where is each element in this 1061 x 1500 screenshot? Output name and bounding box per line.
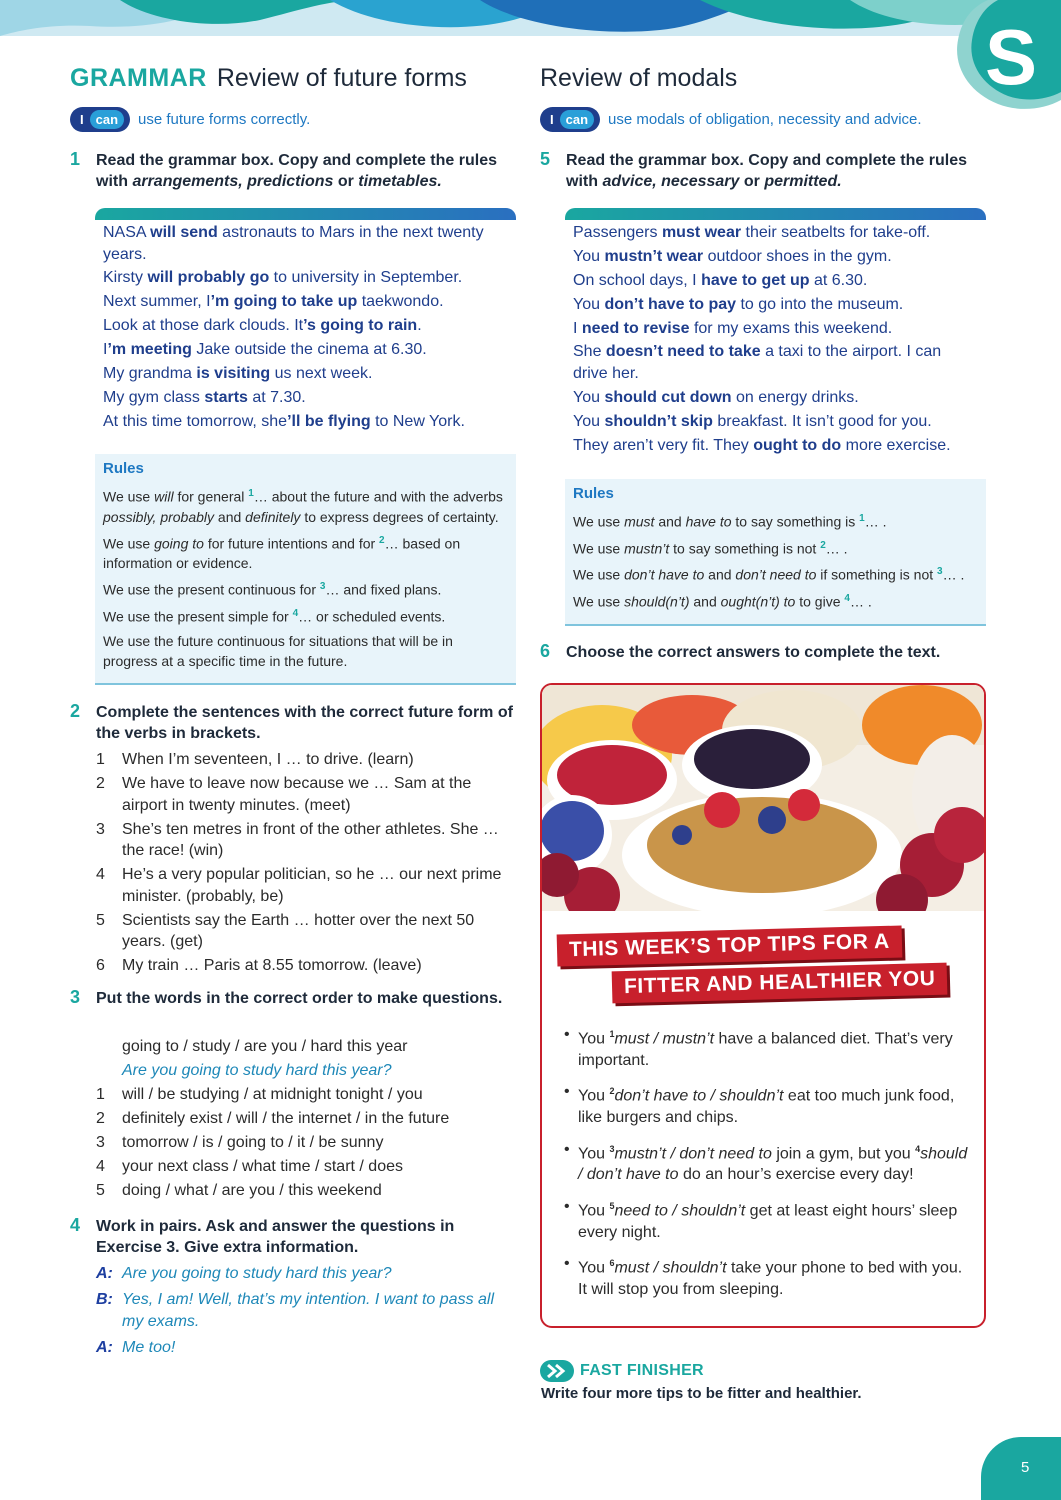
rule-text: mustn’t: [624, 540, 670, 557]
example-text: NASA: [103, 224, 151, 241]
example-text: breakfast. It isn’t good for you.: [712, 412, 932, 430]
grammar-example-line: [103, 291, 508, 313]
example-text: .: [417, 317, 422, 335]
item-text: He’s a very popular politician, so he … our next prime minister. (probably, be): [122, 866, 502, 905]
rule-text: don’t have to: [624, 566, 705, 583]
target-form: ’m meeting: [107, 341, 192, 359]
exercise-item: [96, 1132, 516, 1154]
grammar-example-line: [573, 411, 978, 433]
item-text: When I’m seventeen, I … to drive. (learn): [122, 751, 414, 768]
exercise-1-instruction: 1 Read the grammar box. Copy and complete the rules with arrangements, predictions or timetables.: [70, 149, 497, 190]
target-form: starts: [204, 388, 248, 406]
target-form: ought to do: [753, 436, 842, 454]
rule-text: should(n’t): [624, 593, 690, 610]
i-can-text: use future forms correctly.: [138, 111, 311, 128]
item-text: your next class / what time / start / does: [122, 1158, 403, 1175]
gap-number: 2: [820, 539, 826, 551]
grammar-example-line: [573, 294, 978, 316]
target-form: need to revise: [581, 319, 690, 337]
example-text: to go into the museum.: [736, 295, 904, 313]
svg-text:S: S: [984, 13, 1038, 101]
example-text: a taxi to the airport. I can drive her.: [573, 343, 942, 382]
rule-text: going to: [154, 535, 204, 552]
example-text: to university in September.: [269, 269, 463, 287]
gap-number: 6: [609, 1258, 615, 1269]
page-number: 5: [1021, 1459, 1030, 1476]
rule-line: [103, 577, 508, 600]
grammar-example-line: [103, 222, 508, 265]
rule-text: … about the future and with the adverbs: [253, 488, 503, 505]
tip-text: You: [578, 1259, 610, 1277]
tip-text: You: [578, 1144, 610, 1162]
rule-text: We use the future continuous for situations that will be in progress at a specific time in the future.: [103, 632, 453, 669]
exercise-item: [96, 955, 516, 977]
fast-finisher-heading: [540, 1360, 704, 1382]
gap-number: 3: [609, 1143, 615, 1154]
item-number: 1: [96, 751, 105, 768]
rules-heading: Rules: [573, 485, 614, 502]
speaker-label: B:: [96, 1291, 113, 1308]
example-text: more exercise.: [841, 436, 951, 454]
exercise-3-items: [96, 1036, 516, 1204]
example-text: us next week.: [270, 364, 373, 382]
rule-text: for general: [173, 488, 249, 505]
grammar-example-line: [103, 363, 508, 385]
dialogue-text: Yes, I am! Well, that’s my intention. I want to pass all my exams.: [122, 1291, 495, 1330]
gap-number: 5: [609, 1200, 615, 1211]
grammar-box-header-bar: [565, 208, 986, 220]
grammar-example-line: [103, 267, 508, 289]
exercise-item: [96, 749, 516, 771]
grammar-example-line: [573, 341, 978, 384]
tip-text: join a gym, but you: [771, 1144, 916, 1162]
exercise-item: [96, 1180, 516, 1202]
item-text: tomorrow / is / going to / it / be sunny: [122, 1134, 384, 1151]
tip-text: need to / shouldn’t: [614, 1202, 746, 1220]
grammar-example-line: [573, 270, 978, 292]
grammar-example-line: [573, 435, 978, 457]
target-form: will send: [150, 224, 218, 241]
fast-finisher-text: Write four more tips to be fitter and healthier.: [541, 1385, 862, 1402]
example-text: at 6.30.: [809, 271, 868, 289]
rule-text: … .: [849, 593, 872, 610]
gap-number: 3: [937, 566, 943, 578]
rule-text: … .: [825, 540, 848, 557]
section-tab-s: [948, 0, 1061, 112]
tip-item: [564, 1196, 969, 1243]
i-can-badge: I can: [540, 107, 600, 132]
rule-line: [103, 484, 508, 527]
tip-text: do an hour’s exercise every day!: [678, 1166, 914, 1184]
rule-text: … and fixed plans.: [325, 581, 442, 598]
item-number: 2: [96, 775, 105, 792]
rule-text: if something is not: [816, 566, 938, 583]
example-text: They aren’t very fit. They: [573, 436, 754, 454]
tip-text: get at least eight hours’ sleep every night.: [578, 1202, 958, 1241]
example-text: I: [573, 319, 582, 337]
rule-text: will: [154, 488, 174, 505]
model-dialogue: [96, 1263, 516, 1363]
future-forms-grammar-box: [95, 208, 516, 435]
exercise-item: [96, 864, 516, 907]
rule-text: We use: [573, 540, 625, 557]
item-text: Scientists say the Earth … hotter over the next 50 years. (get): [122, 911, 475, 950]
tip-text: have a balanced diet. That’s very important.: [578, 1030, 953, 1069]
rule-text: … or scheduled events.: [298, 608, 446, 625]
rule-line: [573, 509, 978, 532]
example-text: outdoor shoes in the gym.: [703, 247, 892, 265]
example-text: You: [573, 295, 605, 313]
target-form: must wear: [661, 224, 742, 241]
rule-text: … based on information or evidence.: [103, 535, 461, 572]
rule-text: definitely: [245, 508, 301, 525]
dialogue-text: Me too!: [122, 1339, 176, 1356]
exercise-3-example-answer: Are you going to study hard this year?: [122, 1062, 392, 1079]
tip-item: [564, 1139, 969, 1186]
grammar-subtitle: Review of future forms: [216, 64, 467, 92]
dialogue-line: [96, 1263, 516, 1285]
breakfast-photo: [542, 685, 984, 911]
grammar-keyword: GRAMMAR: [70, 64, 207, 92]
rule-text: and: [654, 513, 686, 530]
grammar-example-line: [103, 315, 508, 337]
gap-number: 1: [859, 513, 865, 524]
tip-text: You: [578, 1202, 610, 1220]
example-text: to New York.: [370, 412, 465, 430]
modals-rules-box: [565, 479, 986, 626]
rule-text: We use: [573, 513, 625, 530]
gap-number: 1: [248, 488, 254, 499]
exercise-3-instruction: 3 Put the words in the correct order to make questions.: [70, 987, 503, 1007]
rule-text: We use: [573, 566, 625, 583]
example-text: Jake outside the cinema at 6.30.: [191, 341, 427, 359]
i-can-objective: [70, 106, 310, 133]
gap-number: 4: [915, 1143, 921, 1154]
rule-line: [103, 604, 508, 627]
dialogue-line: [96, 1337, 516, 1359]
exercise-item: [96, 910, 516, 953]
exercise-2-instruction: 2 Complete the sentences with the correct future form of the verbs in brackets.: [70, 701, 513, 742]
top-decorative-band: [0, 0, 1061, 36]
dialogue-line: [96, 1289, 516, 1333]
tip-text: mustn’t / don’t need to: [614, 1144, 772, 1162]
tip-text: must / shouldn’t: [614, 1259, 727, 1277]
exercise-item: [96, 773, 516, 816]
rule-text: … .: [942, 566, 965, 583]
rule-text: have to: [685, 513, 732, 530]
i-can-objective-modals: [540, 106, 922, 133]
tip-text: take your phone to bed with you. It will stop you from sleeping.: [578, 1259, 963, 1299]
example-text: You: [573, 388, 605, 406]
exercise-item: [96, 1156, 516, 1178]
grammar-title: [70, 64, 467, 93]
rule-text: and: [689, 593, 721, 610]
rule-line: [103, 531, 508, 574]
tip-text: You: [578, 1087, 610, 1105]
tip-item: [564, 1024, 969, 1071]
item-text: definitely exist / will / the internet / in the future: [122, 1110, 450, 1127]
speaker-label: A:: [96, 1339, 113, 1356]
target-form: will probably go: [147, 269, 270, 287]
modals-title: Review of modals: [540, 64, 738, 92]
i-can-badge: I can: [70, 107, 130, 132]
exercise-item: [96, 1108, 516, 1130]
fast-finisher-label: FAST FINISHER: [580, 1362, 704, 1379]
rule-text: ought(n’t) to: [720, 593, 796, 610]
example-text: on energy drinks.: [731, 388, 859, 406]
example-text: You: [573, 412, 605, 430]
gap-number: 2: [609, 1086, 615, 1097]
rule-text: We use the present continuous for: [103, 581, 320, 598]
rule-line: [573, 562, 978, 585]
rule-text: must: [624, 513, 655, 530]
rule-line: [573, 589, 978, 612]
rule-text: don’t need to: [735, 566, 817, 583]
exercise-item: [96, 819, 516, 862]
rule-text: We use: [103, 488, 155, 505]
example-text: astronauts to Mars in the next twenty years.: [103, 224, 484, 263]
rule-line: [103, 631, 508, 671]
modals-grammar-box: [565, 208, 986, 459]
item-text: We have to leave now because we … Sam at the airport in twenty minutes. (meet): [122, 775, 472, 814]
tip-text: must / mustn’t: [614, 1030, 715, 1048]
item-text: will / be studying / at midnight tonight / you: [122, 1086, 423, 1103]
tips-list: [564, 1024, 969, 1311]
rule-text: We use: [103, 535, 155, 552]
page-number-tab: [981, 1437, 1061, 1500]
example-text: Kirsty: [103, 269, 148, 287]
gap-number: 3: [319, 581, 326, 593]
example-text: their seatbelts for take-off.: [741, 224, 931, 241]
item-number: 5: [96, 1182, 105, 1199]
example-text: Look at those dark clouds. It: [103, 317, 304, 335]
grammar-example-line: [103, 387, 508, 409]
target-form: should cut down: [604, 388, 732, 406]
rule-text: to give: [795, 593, 845, 610]
item-text: My train … Paris at 8.55 tomorrow. (leave): [122, 957, 422, 974]
tip-text: You: [578, 1030, 610, 1048]
rule-text: and: [704, 566, 736, 583]
item-number: 6: [96, 957, 105, 974]
item-number: 3: [96, 1134, 105, 1151]
example-text: at 7.30.: [247, 388, 306, 406]
item-number: 4: [96, 1158, 105, 1175]
exercise-2-items: [96, 749, 516, 979]
exercise-3-example: going to / study / are you / hard this year: [122, 1038, 408, 1055]
example-text: My grandma: [103, 364, 197, 382]
gap-number: 4: [844, 592, 850, 604]
example-text: I: [103, 341, 108, 359]
gap-number: 2: [379, 534, 385, 546]
speaker-label: A:: [96, 1265, 113, 1282]
target-form: ’m going to take up: [210, 293, 358, 311]
rule-line: [573, 536, 978, 559]
target-form: ’ll be flying: [287, 412, 371, 430]
example-text: At this time tomorrow, she: [103, 412, 288, 430]
tip-item: [564, 1253, 969, 1300]
grammar-example-line: [573, 246, 978, 268]
rule-text: for future intentions and for: [203, 535, 380, 552]
item-text: She’s ten metres in front of the other athletes. She … the race! (win): [122, 820, 499, 859]
grammar-example-line: [573, 387, 978, 409]
i-can-text: use modals of obligation, necessity and advice.: [608, 111, 922, 128]
target-form: don’t have to pay: [604, 295, 737, 313]
target-form: ’s going to rain: [303, 317, 418, 335]
exercise-4-instruction: 4 Work in pairs. Ask and answer the questions in Exercise 3. Give extra information.: [70, 1215, 455, 1256]
tips-banner-line-2: FITTER AND HEALTHIER YOU: [612, 963, 948, 1004]
item-number: 2: [96, 1110, 105, 1127]
target-form: shouldn’t skip: [604, 412, 713, 430]
example-text: You: [573, 247, 605, 265]
grammar-example-line: [573, 318, 978, 340]
example-text: Next summer, I: [103, 293, 211, 311]
healthy-tips-text: [540, 683, 986, 1328]
rule-text: We use the present simple for: [103, 608, 293, 625]
example-text: On school days, I: [573, 271, 702, 289]
example-text: Passengers: [573, 224, 662, 241]
gap-number: 4: [292, 607, 299, 619]
grammar-box-header-bar: [95, 208, 516, 220]
target-form: mustn’t wear: [604, 247, 704, 265]
tip-text: don’t have to / shouldn’t: [614, 1087, 784, 1105]
grammar-example-line: [573, 222, 978, 244]
item-text: doing / what / are you / this weekend: [122, 1182, 382, 1199]
target-form: have to get up: [701, 271, 810, 289]
tip-text: eat too much junk food, like burgers and chips.: [578, 1087, 955, 1127]
example-text: taekwondo.: [357, 293, 444, 311]
example-text: for my exams this weekend.: [689, 319, 893, 337]
item-number: 4: [96, 866, 105, 883]
fast-forward-icon: [540, 1360, 574, 1382]
rule-text: to say something is: [731, 513, 860, 530]
target-form: is visiting: [196, 364, 271, 382]
exercise-6-instruction: 6 Choose the correct answers to complete the text.: [540, 641, 941, 661]
rule-text: … .: [864, 513, 887, 530]
item-number: 3: [96, 820, 105, 838]
grammar-example-line: [103, 411, 508, 433]
exercise-5-instruction: 5 Read the grammar box. Copy and complete the rules with advice, necessary or permitted.: [540, 149, 967, 190]
tip-item: [564, 1081, 969, 1128]
tip-text: should / don’t have to: [578, 1144, 968, 1184]
rules-heading: Rules: [103, 460, 144, 477]
item-number: 5: [96, 911, 105, 929]
rule-text: and: [214, 508, 246, 525]
rule-text: to express degrees of certainty.: [300, 508, 499, 525]
future-rules-box: [95, 454, 516, 685]
dialogue-text: Are you going to study hard this year?: [122, 1265, 392, 1282]
gap-number: 1: [609, 1029, 615, 1039]
example-text: My gym class: [103, 388, 205, 406]
exercise-item: [96, 1084, 516, 1106]
item-number: 1: [96, 1086, 105, 1103]
rule-text: We use: [573, 593, 625, 610]
rule-text: possibly, probably: [103, 508, 215, 525]
rule-text: to say something is not: [669, 540, 821, 557]
grammar-example-line: [103, 339, 508, 361]
target-form: doesn’t need to take: [605, 343, 761, 361]
tips-banner-line-1: THIS WEEK’S TOP TIPS FOR A: [557, 925, 902, 966]
example-text: She: [573, 343, 606, 361]
